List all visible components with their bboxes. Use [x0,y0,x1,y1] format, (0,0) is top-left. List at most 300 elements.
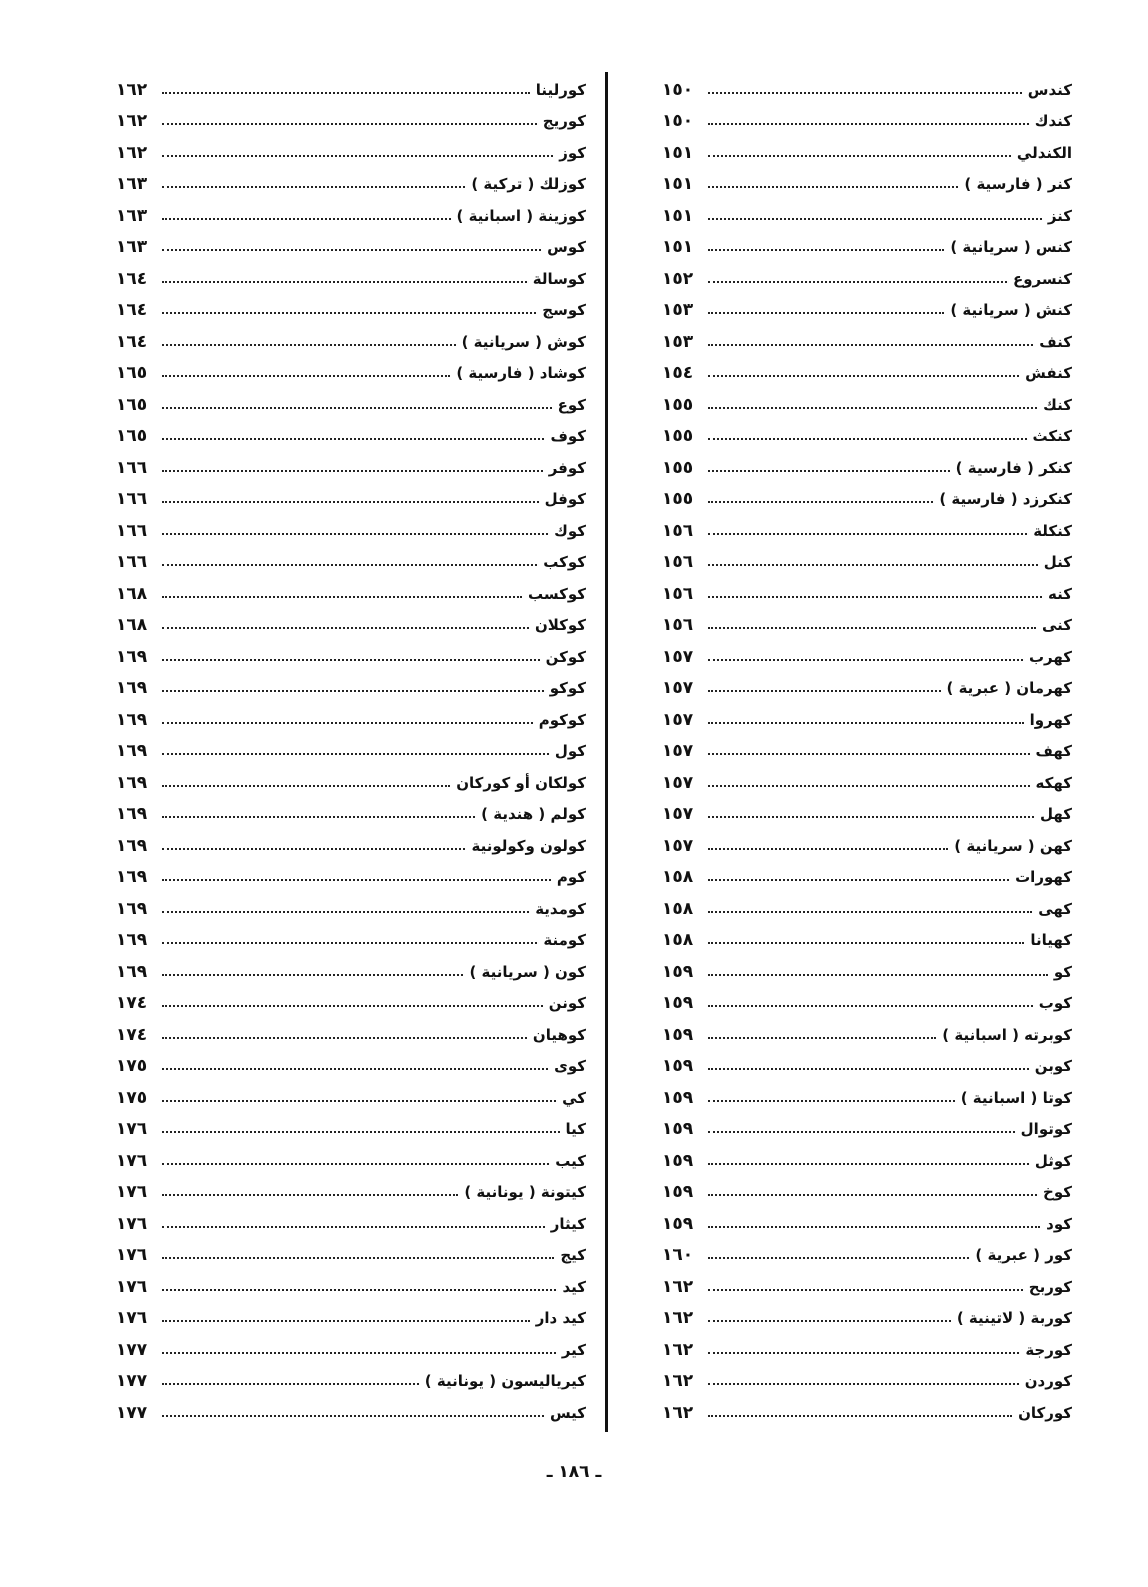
index-page-number: ١٥٩ [662,993,694,1014]
index-term: كوربة ( لاتينية ) [956,1309,1072,1328]
index-page-number: ١٦٣ [116,205,148,226]
index-term: كير [561,1340,586,1359]
index-entry [116,484,586,516]
index-term: كوس [547,238,586,257]
index-term: كنكلة [1033,521,1072,540]
index-term: كوتا ( اسبانية ) [960,1088,1072,1107]
dot-leader [162,879,551,881]
index-term: كوكن [545,647,586,666]
index-page-number: ١٦٢ [662,1371,694,1392]
dot-leader [162,596,522,598]
index-entry [662,673,1072,705]
index-page-number: ١٦٦ [116,552,148,573]
index-term: كوش ( سريانية ) [461,332,586,351]
index-entry [116,578,586,610]
index-page-number: ١٧٤ [116,1024,148,1045]
dot-leader [162,123,537,125]
dot-leader [162,911,529,913]
index-page-number: ١٧٦ [116,1150,148,1171]
index-term: كهل [1039,805,1072,824]
index-entry [662,799,1072,831]
index-page-number: ١٦٩ [116,772,148,793]
index-entry [116,1145,586,1177]
index-entry [116,956,586,988]
index-entry [662,137,1072,169]
dot-leader [708,1005,1033,1007]
index-page-number: ١٧٤ [116,993,148,1014]
index-page-number: ١٦٢ [116,142,148,163]
index-entry [662,578,1072,610]
index-entry [662,641,1072,673]
index-term: كندك [1034,112,1072,131]
dot-leader [162,942,537,944]
index-term: كوك [554,521,586,540]
index-page-number: ١٥٧ [662,804,694,825]
index-entry [662,547,1072,579]
index-term: كنك [1043,395,1072,414]
index-page-number: ١٦٦ [116,520,148,541]
dot-leader [708,1226,1040,1228]
index-page-number: ١٦٤ [116,300,148,321]
index-term: كوثل [1034,1151,1072,1170]
index-entry [116,263,586,295]
dot-leader [708,753,1030,755]
index-entry [116,988,586,1020]
index-page-number: ١٥٢ [662,268,694,289]
index-term: كول [554,742,586,761]
index-entry [116,925,586,957]
index-entry [662,358,1072,390]
index-entry [662,988,1072,1020]
dot-leader [162,974,463,976]
index-entry [116,1051,586,1083]
dot-leader [708,344,1033,346]
index-term: كومنة [543,931,586,950]
index-term: كوم [556,868,586,887]
index-term: كيد دار [535,1309,586,1328]
index-page-number: ١٥٠ [662,79,694,100]
dot-leader [708,942,1024,944]
dot-leader [708,281,1007,283]
index-entry [116,767,586,799]
index-page-number: ١٥٧ [662,741,694,762]
index-term: كوى [554,1057,586,1076]
index-term: كندس [1027,80,1072,99]
index-entry [662,484,1072,516]
index-term: كنى [1041,616,1072,635]
dot-leader [162,155,553,157]
index-term: كوسالة [532,269,586,288]
index-term: كوخ [1043,1183,1072,1202]
dot-leader [708,848,948,850]
index-entry [662,1145,1072,1177]
index-entry [662,452,1072,484]
index-page-number: ١٦٣ [116,174,148,195]
index-page-number: ١٧٦ [116,1119,148,1140]
index-term: كورلينا [535,80,586,99]
index-entry [662,200,1072,232]
index-page-number: ١٧٦ [116,1213,148,1234]
index-term: كنفش [1025,364,1072,383]
index-term: كهن ( سريانية ) [954,836,1072,855]
index-term: كوز [559,143,586,162]
dot-leader [708,1068,1029,1070]
index-entry [662,736,1072,768]
dot-leader [162,218,451,220]
dot-leader [708,1163,1029,1165]
dot-leader [162,722,533,724]
index-page-number: ١٥٩ [662,1024,694,1045]
index-entry [662,704,1072,736]
index-page-number: ١٧٥ [116,1056,148,1077]
index-entry [662,232,1072,264]
index-entry [662,1303,1072,1335]
index-entry [116,295,586,327]
index-page-number: ١٦٤ [116,268,148,289]
index-page-number: ١٦٩ [116,804,148,825]
index-entry [116,704,586,736]
index-entry [116,799,586,831]
index-term: كيثار [550,1214,586,1233]
index-page-number: ١٥٥ [662,489,694,510]
index-term: كولون وكولونية [471,836,586,855]
index-entry [116,1177,586,1209]
index-page-number: ١٥٧ [662,772,694,793]
index-term: كنف [1039,332,1072,351]
index-entry [116,893,586,925]
dot-leader [708,879,1009,881]
index-term: كولكان أو كوركان [456,773,586,792]
index-page-number: ١٥٨ [662,898,694,919]
index-term: كيرياليسون ( يونانية ) [424,1372,586,1391]
index-term: كود [1046,1214,1072,1233]
index-page-number: ١٦٩ [116,646,148,667]
index-term: كوبن [1034,1057,1072,1076]
index-page-number: ١٧٦ [116,1245,148,1266]
dot-leader [162,1163,549,1165]
index-page-number: ١٧٧ [116,1402,148,1423]
page-number: ـ ١٨٦ ـ [546,1462,602,1482]
index-term: كوهيان [532,1025,586,1044]
index-page-number: ١٥٩ [662,1150,694,1171]
dot-leader [708,470,950,472]
index-entry [116,1114,586,1146]
dot-leader [162,627,529,629]
index-entry [116,1271,586,1303]
index-term: كنه [1048,584,1072,603]
index-term: كوزينة ( اسبانية ) [456,206,586,225]
index-entry [116,1303,586,1335]
index-term: كوشاد ( فارسية ) [456,364,586,383]
dot-leader [162,785,450,787]
dot-leader [708,186,958,188]
dot-leader [708,123,1029,125]
index-term: كيج [560,1246,586,1265]
index-term: كوريج [542,112,586,131]
dot-leader [708,659,1023,661]
index-term: كوف [550,427,586,446]
index-page-number: ١٦٣ [116,237,148,258]
dot-leader [162,1226,545,1228]
index-page-number: ١٧٧ [116,1371,148,1392]
dot-leader [162,1100,556,1102]
index-entry [116,830,586,862]
dot-leader [162,438,544,440]
index-entry [116,452,586,484]
index-entry [116,326,586,358]
index-page-number: ١٦٩ [116,898,148,919]
index-column-right [662,74,1072,1454]
index-page-number: ١٧٦ [116,1308,148,1329]
index-entry [662,1019,1072,1051]
dot-leader [708,911,1032,913]
dot-leader [708,1320,951,1322]
dot-leader [708,974,1048,976]
index-term: كهروا [1029,710,1072,729]
index-page-number: ١٦٩ [116,678,148,699]
index-page-number: ١٥١ [662,237,694,258]
index-term: كوسج [542,301,586,320]
index-page-number: ١٦٨ [116,615,148,636]
dot-leader [162,470,543,472]
index-term: كوكو [549,679,586,698]
dot-leader [708,627,1036,629]
index-page-number: ١٥٧ [662,678,694,699]
index-page-number: ١٦٥ [116,394,148,415]
dot-leader [162,659,540,661]
index-entry [116,74,586,106]
index-page-number: ١٥٧ [662,709,694,730]
dot-leader [708,155,1011,157]
dot-leader [162,501,539,503]
index-term: كهيانا [1030,931,1072,950]
index-page-number: ١٥١ [662,142,694,163]
dot-leader [162,92,530,94]
index-term: كور ( عبرية ) [975,1246,1072,1265]
index-entry [116,200,586,232]
index-term: كيتونة ( يونانية ) [464,1183,586,1202]
dot-leader [162,564,537,566]
dot-leader [708,1383,1019,1385]
dot-leader [708,249,944,251]
index-term: كوكلان [534,616,586,635]
index-column-left [116,74,586,1454]
dot-leader [162,1320,530,1322]
index-term: كنسروع [1012,269,1072,288]
index-term: كهف [1035,742,1072,761]
index-term: كوكسب [528,584,586,603]
index-page-number: ١٧٦ [116,1182,148,1203]
dot-leader [708,1257,969,1259]
index-page-number: ١٦٢ [116,111,148,132]
index-entry [662,74,1072,106]
index-page-number: ١٥٧ [662,835,694,856]
index-term: كهى [1038,899,1072,918]
dot-leader [708,1100,955,1102]
index-page-number: ١٥٣ [662,331,694,352]
index-term: كوب [1038,994,1072,1013]
dot-leader [708,407,1037,409]
index-entry [662,515,1072,547]
dot-leader [162,1005,543,1007]
dot-leader [162,1352,556,1354]
index-term: كوكوم [538,710,586,729]
dot-leader [162,1131,560,1133]
index-entry [662,1397,1072,1429]
dot-leader [162,533,548,535]
index-term: كنل [1043,553,1072,572]
index-page-number: ١٧٦ [116,1276,148,1297]
index-page-number: ١٥٨ [662,867,694,888]
dot-leader [162,375,450,377]
index-entry [662,893,1072,925]
index-entry [116,1334,586,1366]
column-divider [605,72,608,1432]
dot-leader [162,312,536,314]
dot-leader [708,1131,1015,1133]
dot-leader [162,753,549,755]
index-entry [662,767,1072,799]
index-entry [662,862,1072,894]
index-term: كنس ( سريانية ) [950,238,1072,257]
dot-leader [708,722,1024,724]
index-entry [662,106,1072,138]
dot-leader [708,596,1042,598]
index-page-number: ١٦٩ [116,930,148,951]
dot-leader [708,218,1042,220]
index-term: كيد [562,1277,586,1296]
index-page-number: ١٥٦ [662,583,694,604]
index-entry [116,641,586,673]
index-entry [662,610,1072,642]
index-page-number: ١٥١ [662,205,694,226]
index-entry [662,1366,1072,1398]
index-term: كوتوال [1020,1120,1072,1139]
index-term: كونن [548,994,586,1013]
index-term: كوردن [1024,1372,1072,1391]
index-entry [662,1208,1072,1240]
index-page-number: ١٥٦ [662,520,694,541]
index-term: كنش ( سريانية ) [950,301,1072,320]
index-entry [116,1082,586,1114]
index-term: كوفل [544,490,586,509]
index-term: كوركان [1018,1403,1072,1422]
index-term: كوربح [1028,1277,1072,1296]
index-term: كنكث [1032,427,1072,446]
dot-leader [162,1068,548,1070]
dot-leader [162,1037,527,1039]
index-page-number: ١٥٨ [662,930,694,951]
dot-leader [162,690,544,692]
index-term: كيب [555,1151,586,1170]
index-page-number: ١٦٩ [116,741,148,762]
index-page-number: ١٥٥ [662,426,694,447]
index-entry [662,925,1072,957]
dot-leader [708,690,941,692]
index-entry [662,1114,1072,1146]
index-page-number: ١٥٦ [662,615,694,636]
index-page-number: ١٦٥ [116,426,148,447]
index-term: كيس [549,1403,586,1422]
dot-leader [162,816,475,818]
index-term: كولم ( هندية ) [481,805,586,824]
index-page-number: ١٦٢ [662,1339,694,1360]
index-page-number: ١٦٥ [116,363,148,384]
index-entry [116,862,586,894]
dot-leader [708,785,1030,787]
dot-leader [162,186,465,188]
index-term: كي [562,1088,586,1107]
index-term: كنر ( فارسية ) [964,175,1072,194]
dot-leader [708,1194,1037,1196]
index-entry [662,1240,1072,1272]
index-page-number: ١٥٩ [662,1213,694,1234]
index-entry [116,1366,586,1398]
index-entry [116,358,586,390]
index-page-number: ١٥٩ [662,961,694,982]
index-page-number: ١٦٠ [662,1245,694,1266]
index-term: كهكه [1035,773,1072,792]
index-term: كوكب [543,553,586,572]
index-page-number: ١٦٤ [116,331,148,352]
index-term: الكندلي [1016,143,1072,162]
index-term: كهورات [1015,868,1072,887]
index-term: كوع [557,395,586,414]
dot-leader [162,1415,544,1417]
index-page-number: ١٦٩ [116,961,148,982]
index-page-number: ١٦٩ [116,709,148,730]
dot-leader [162,344,456,346]
index-page-number: ١٦٢ [662,1308,694,1329]
index-entry [662,421,1072,453]
index-entry [662,1051,1072,1083]
index-page-number: ١٧٧ [116,1339,148,1360]
index-term: كهرمان ( عبرية ) [946,679,1072,698]
index-term: كنز [1047,206,1072,225]
dot-leader [162,1383,419,1385]
index-entry [116,106,586,138]
dot-leader [162,1289,556,1291]
index-page-number: ١٥٦ [662,552,694,573]
index-page-number: ١٥٤ [662,363,694,384]
index-page-number: ١٦٩ [116,835,148,856]
index-entry [662,1177,1072,1209]
index-page-number: ١٦٦ [116,489,148,510]
index-page-number: ١٥٥ [662,394,694,415]
index-entry [662,389,1072,421]
index-term: كوفر [548,458,586,477]
dot-leader [162,407,552,409]
index-entry [662,1082,1072,1114]
index-entry [662,830,1072,862]
index-term: كنكر ( فارسية ) [955,458,1072,477]
index-page-number: ١٥٣ [662,300,694,321]
dot-leader [708,1352,1019,1354]
dot-leader [162,1257,554,1259]
index-entry [116,1240,586,1272]
index-term: كوزلك ( تركية ) [471,175,586,194]
dot-leader [162,249,541,251]
dot-leader [162,281,527,283]
index-entry [116,547,586,579]
dot-leader [708,438,1027,440]
index-term: كون ( سريانية ) [469,962,586,981]
index-term: كوبرته ( اسبانية ) [942,1025,1072,1044]
index-entry [116,421,586,453]
index-page-number: ١٦٩ [116,867,148,888]
index-entry [662,169,1072,201]
index-entry [116,169,586,201]
